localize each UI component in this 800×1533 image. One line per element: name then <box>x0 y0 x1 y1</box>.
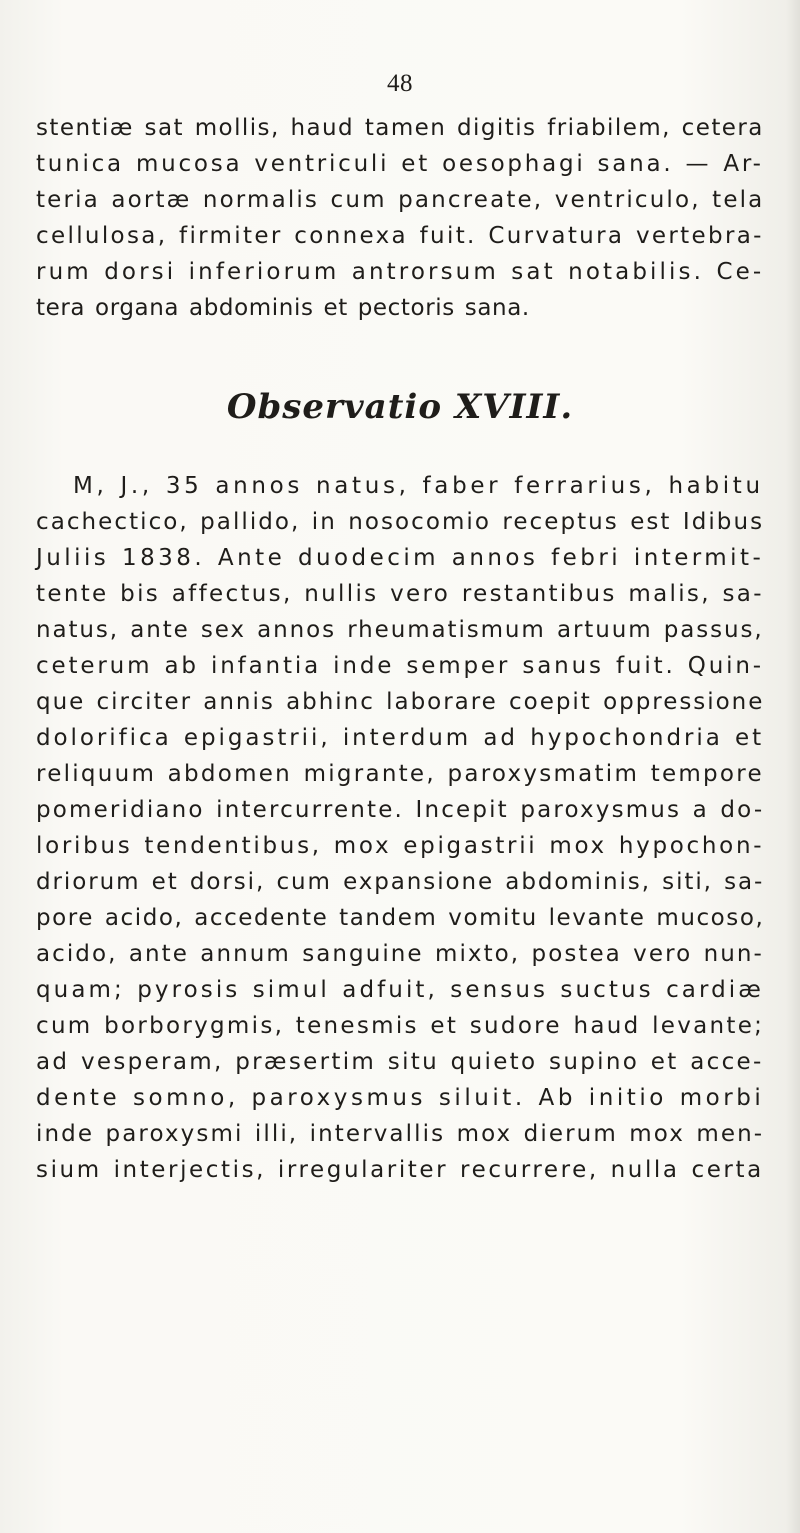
text-line: ceterum ab infantia inde semper sanus fuit. Quin- <box>36 653 764 679</box>
text-line: teria aortæ normalis cum pancreate, ventriculo, tela <box>36 187 765 213</box>
page-number: 48 <box>387 70 413 97</box>
text-line: tera organa abdominis et pectoris sana. <box>36 295 530 321</box>
text-line: stentiæ sat mollis, haud tamen digitis friabilem, cetera <box>36 115 764 141</box>
text-line: cellulosa, firmiter connexa fuit. Curvatura vertebra- <box>36 223 764 249</box>
text-line: tente bis affectus, nullis vero restantibus malis, sa- <box>36 581 764 607</box>
text-line: sium interjectis, irregulariter recurrere, nulla certa <box>36 1157 764 1183</box>
text-line: reliquum abdomen migrante, paroxysmatim tempore <box>36 761 764 787</box>
text-line: natus, ante sex annos rheumatismum artuum passus, <box>36 617 764 643</box>
text-line: tunica mucosa ventriculi et oesophagi sana. — Ar- <box>36 151 764 177</box>
text-line: driorum et dorsi, cum expansione abdominis, siti, sa- <box>36 869 765 895</box>
text-line: rum dorsi inferiorum antrorsum sat notabilis. Ce- <box>36 259 765 285</box>
text-line: pore acido, accedente tandem vomitu levante mucoso, <box>36 905 765 931</box>
text-line: ad vesperam, præsertim situ quieto supino et acce- <box>36 1049 764 1075</box>
text-line: dolorifica epigastrii, interdum ad hypochondria et <box>36 725 765 751</box>
text-line: acido, ante annum sanguine mixto, postea vero nun- <box>36 941 764 967</box>
text-line: M, J., 35 annos natus, faber ferrarius, habitu <box>73 473 764 499</box>
text-line: loribus tendentibus, mox epigastrii mox hypochon- <box>36 833 765 859</box>
page-edge-shadow <box>786 0 800 1533</box>
text-line: dente somno, paroxysmus siluit. Ab initio morbi <box>36 1085 765 1111</box>
text-line: cum borborygmis, tenesmis et sudore haud levante; <box>36 1013 765 1039</box>
text-line: pomeridiano intercurrente. Incepit paroxysmus a do- <box>36 797 765 823</box>
text-line: inde paroxysmi illi, intervallis mox dierum mox men- <box>36 1121 765 1147</box>
observation-heading: Observatio XVIII. <box>226 387 574 427</box>
text-line: cachectico, pallido, in nosocomio receptus est Idibus <box>36 509 765 535</box>
text-line: quam; pyrosis simul adfuit, sensus suctus cardiæ <box>36 977 764 1003</box>
text-line: que circiter annis abhinc laborare coepit oppressione <box>36 689 765 715</box>
text-line: Juliis 1838. Ante duodecim annos febri intermit- <box>36 545 765 571</box>
